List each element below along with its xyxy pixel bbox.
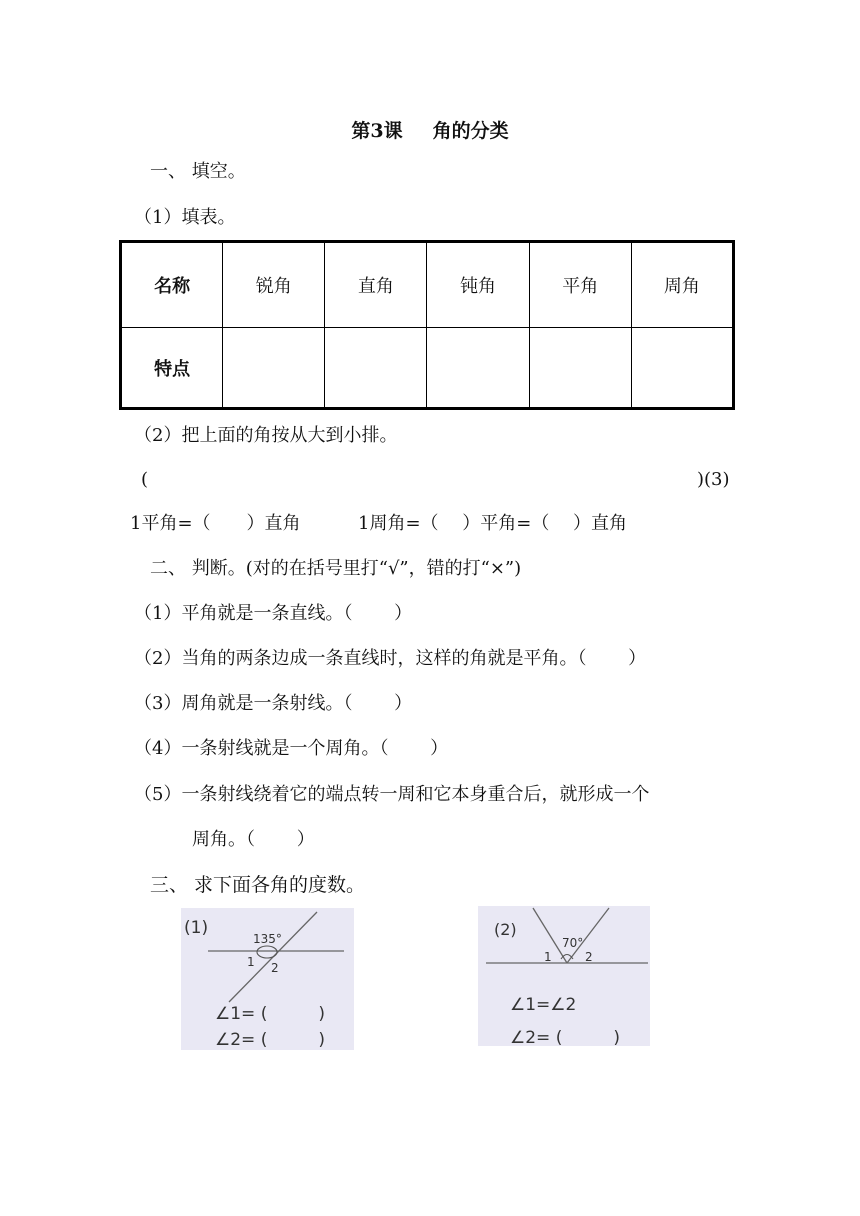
section2-heading: 二、 判断。(对的在括号里打“√”，错的打“×”) [150, 558, 522, 579]
table-row [121, 328, 734, 409]
figure-2-angle: 70° [562, 936, 584, 950]
figure-1-label: (1) [184, 918, 209, 938]
table-row [121, 242, 734, 328]
figure-2-answer-2: ∠2= ( ) [510, 1028, 620, 1048]
figure-2-answer-1: ∠1=∠2 [510, 995, 577, 1015]
answer-blank-close: )(3) [697, 469, 730, 490]
figure-2-mark-2: 2 [585, 950, 593, 964]
figure-1-mark-1: 1 [247, 955, 255, 969]
figure-1-answer-1: ∠1= ( ) [215, 1004, 325, 1024]
table-blank-cell[interactable] [631, 328, 733, 409]
fill-table [119, 240, 735, 410]
page-title [0, 116, 860, 143]
table-cell-full: 周角 [631, 242, 733, 328]
lesson-number: 第3课 [351, 120, 403, 142]
answer-blank-open: ( [141, 469, 149, 490]
table-row-header-name: 名称 [121, 242, 223, 328]
figure-1-mark-2: 2 [271, 961, 279, 975]
table-cell-obtuse: 钝角 [427, 242, 529, 328]
table-row-header-feature: 特点 [121, 328, 223, 409]
figure-1-answer-2: ∠2= ( ) [215, 1030, 325, 1050]
table-blank-cell[interactable] [529, 328, 631, 409]
judge-item-4: （4）一条射线就是一个周角。（ ） [134, 738, 449, 759]
question-1-2: （2）把上面的角按从大到小排。 [134, 425, 398, 446]
table-blank-cell[interactable] [223, 328, 325, 409]
figure-2-label: (2) [494, 920, 517, 939]
section1-heading: 一、 填空。 [150, 161, 246, 182]
question-1-3-b: 1周角=（ ）平角=（ ）直角 [358, 513, 628, 534]
table-blank-cell[interactable] [325, 328, 427, 409]
figure-1-angle: 135° [253, 932, 282, 946]
judge-item-3: （3）周角就是一条射线。（ ） [134, 693, 413, 714]
table-cell-straight: 平角 [529, 242, 631, 328]
judge-item-1: （1）平角就是一条直线。（ ） [134, 603, 413, 624]
figure-2 [478, 906, 650, 1046]
figure-1 [181, 908, 354, 1050]
section3-heading: 三、 求下面各角的度数。 [150, 874, 366, 896]
question-1-1: （1）填表。 [134, 207, 236, 228]
table-cell-acute: 锐角 [223, 242, 325, 328]
table-blank-cell[interactable] [427, 328, 529, 409]
question-1-3-a: 1平角=（ ）直角 [130, 513, 301, 534]
angle-arc-mark [257, 946, 277, 958]
table-cell-right: 直角 [325, 242, 427, 328]
judge-item-5: （5）一条射线绕着它的端点转一周和它本身重合后，就形成一个 [134, 784, 650, 805]
lesson-topic: 角的分类 [432, 120, 509, 142]
judge-item-2: （2）当角的两条边成一条直线时，这样的角就是平角。（ ） [134, 648, 647, 669]
judge-item-5-cont: 周角。（ ） [192, 829, 315, 850]
figure-2-mark-1: 1 [544, 950, 552, 964]
